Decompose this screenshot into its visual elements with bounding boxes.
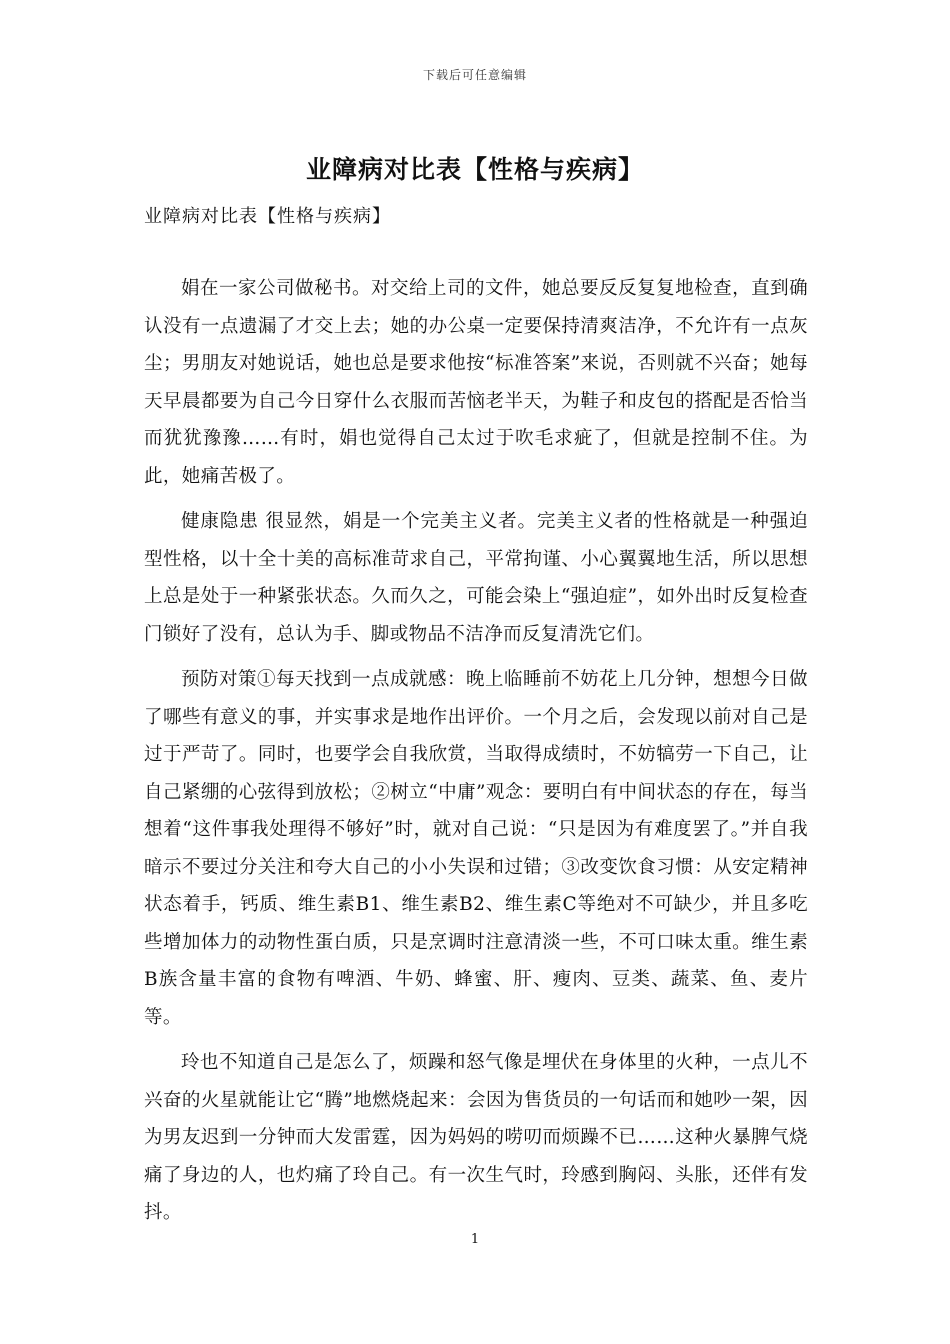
paragraph-1: 娟在一家公司做秘书。对交给上司的文件，她总要反反复复地检查，直到确认没有一点遗漏了才交上去；她的办公桌一定要保持清爽洁净，不允许有一点灰尘；男朋友对她说话，她也总是要求他按“标准答案”来说，否则就不兴奋；她每天早晨都要为自己今日穿什么衣服而苦恼老半天，为鞋子和皮包的搭配是否恰当而犹犹豫豫……有时，娟也觉得自己太过于吹毛求疵了，但就是控制不住。为此，她痛苦极了。 <box>144 278 808 487</box>
page-number: 1 <box>470 1232 480 1247</box>
header-note: 下载后可任意编辑 <box>422 68 527 82</box>
document-subtitle: 业障病对比表【性格与疾病】 <box>144 206 391 227</box>
paragraph-2: 健康隐患 很显然，娟是一个完美主义者。完美主义者的性格就是一种强迫型性格，以十全十美的高标准苛求自己，平常拘谨、小心翼翼地生活，所以思想上总是处于一种紧张状态。久而久之，可能会染上“强迫症”，如外出时反复检查门锁好了没有，总认为手、脚或物品不洁净而反复清洗它们。 <box>144 511 808 645</box>
paragraph-3: 预防对策①每天找到一点成就感：晚上临睡前不妨花上几分钟，想想今日做了哪些有意义的事，并实事求是地作出评价。一个月之后，会发现以前对自己是过于严苛了。同时，也要学会自我欣赏，当取得成绩时，不妨犒劳一下自己，让自己紧绷的心弦得到放松；②树立“中庸”观念：要明白有中间状态的存在，每当想着“这件事我处理得不够好”时，就对自己说：“只是因为有难度罢了。”并自我暗示不要过分关注和夸大自己的小小失误和过错；③改变饮食习惯：从安定精神状态着手，钙质、维生素B1、维生素B2、维生素C等绝对不可缺少，并且多吃些增加体力的动物性蛋白质，只是烹调时注意清淡一些，不可口味太重。维生素B族含量丰富的食物有啤酒、牛奶、蜂蜜、肝、瘦肉、豆类、蔬菜、鱼、麦片等。 <box>144 669 808 1028</box>
document-body <box>144 270 808 1240</box>
paragraph-4: 玲也不知道自己是怎么了，烦躁和怒气像是埋伏在身体里的火种，一点儿不兴奋的火星就能让它“腾”地燃烧起来：会因为售货员的一句话而和她吵一架，因为男友迟到一分钟而大发雷霆，因为妈妈的唠叨而烦躁不已……这种火暴脾气烧痛了身边的人，也灼痛了玲自己。有一次生气时，玲感到胸闷、头胀，还伴有发抖。 <box>144 1052 808 1223</box>
document-title: 业障病对比表【性格与疾病】 <box>305 155 644 184</box>
